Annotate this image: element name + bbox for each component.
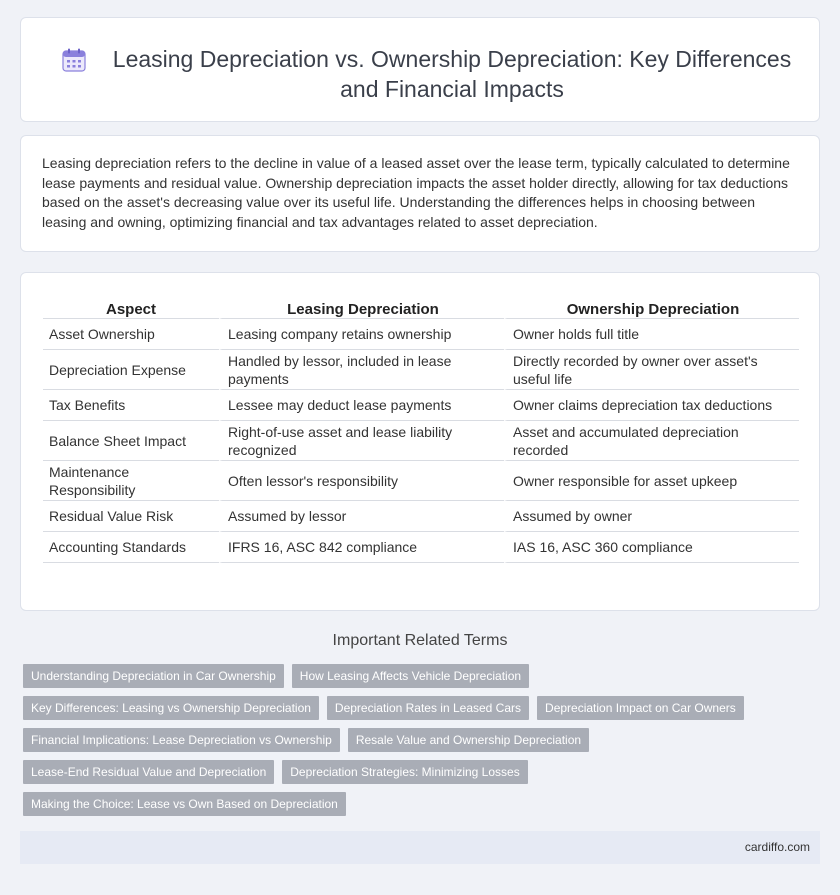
related-term-tag[interactable]: Financial Implications: Lease Depreciation vs Ownership bbox=[23, 728, 340, 752]
comparison-table-card bbox=[20, 272, 820, 611]
cell-leasing: Often lessor's responsibility bbox=[219, 461, 504, 501]
related-term-tag[interactable]: Understanding Depreciation in Car Ownership bbox=[23, 664, 284, 688]
cell-ownership: Owner claims depreciation tax deductions bbox=[504, 390, 799, 421]
cell-aspect: Depreciation Expense bbox=[43, 350, 219, 390]
cell-aspect: Asset Ownership bbox=[43, 319, 219, 350]
cell-ownership: Owner holds full title bbox=[504, 319, 799, 350]
related-term-tag[interactable]: Resale Value and Ownership Depreciation bbox=[348, 728, 589, 752]
cell-aspect: Residual Value Risk bbox=[43, 501, 219, 532]
cell-ownership: Assumed by owner bbox=[504, 501, 799, 532]
table-row bbox=[43, 319, 799, 350]
related-term-tag[interactable]: Depreciation Rates in Leased Cars bbox=[327, 696, 529, 720]
related-terms-heading: Important Related Terms bbox=[332, 632, 508, 649]
comparison-table bbox=[43, 297, 799, 563]
cell-aspect: Maintenance Responsibility bbox=[43, 461, 219, 501]
header-aspect: Aspect bbox=[43, 297, 219, 319]
table-row bbox=[43, 390, 799, 421]
table-row bbox=[43, 461, 799, 501]
table-header-row bbox=[43, 297, 799, 319]
cell-ownership: Owner responsible for asset upkeep bbox=[504, 461, 799, 501]
calendar-icon bbox=[61, 47, 87, 73]
cell-aspect: Accounting Standards bbox=[43, 532, 219, 563]
related-term-tag[interactable]: How Leasing Affects Vehicle Depreciation bbox=[292, 664, 529, 688]
related-terms-list bbox=[23, 664, 783, 824]
cell-leasing: Assumed by lessor bbox=[219, 501, 504, 532]
cell-ownership: IAS 16, ASC 360 compliance bbox=[504, 532, 799, 563]
table-row bbox=[43, 350, 799, 390]
cell-leasing: Lessee may deduct lease payments bbox=[219, 390, 504, 421]
cell-ownership: Asset and accumulated depreciation recorded bbox=[504, 421, 799, 461]
related-term-tag[interactable]: Lease-End Residual Value and Depreciation bbox=[23, 760, 274, 784]
related-term-tag[interactable]: Making the Choice: Lease vs Own Based on Depreciation bbox=[23, 792, 346, 816]
title-card bbox=[20, 17, 820, 122]
table-row bbox=[43, 501, 799, 532]
cell-leasing: Handled by lessor, included in lease payments bbox=[219, 350, 504, 390]
page-title: Leasing Depreciation vs. Ownership Depreciation: Key Differences and Financial Impacts bbox=[112, 46, 792, 102]
related-term-tag[interactable]: Depreciation Strategies: Minimizing Losses bbox=[282, 760, 527, 784]
table-row bbox=[43, 421, 799, 461]
cell-aspect: Balance Sheet Impact bbox=[43, 421, 219, 461]
cell-leasing: Right-of-use asset and lease liability recognized bbox=[219, 421, 504, 461]
table-row bbox=[43, 532, 799, 563]
cell-ownership: Directly recorded by owner over asset's useful life bbox=[504, 350, 799, 390]
header-ownership: Ownership Depreciation bbox=[504, 297, 799, 319]
intro-card bbox=[20, 135, 820, 252]
cell-leasing: IFRS 16, ASC 842 compliance bbox=[219, 532, 504, 563]
cell-leasing: Leasing company retains ownership bbox=[219, 319, 504, 350]
cell-aspect: Tax Benefits bbox=[43, 390, 219, 421]
site-name[interactable]: cardiffo.com bbox=[744, 840, 810, 854]
footer bbox=[20, 831, 820, 864]
related-term-tag[interactable]: Depreciation Impact on Car Owners bbox=[537, 696, 744, 720]
header-leasing: Leasing Depreciation bbox=[219, 297, 504, 319]
related-term-tag[interactable]: Key Differences: Leasing vs Ownership Depreciation bbox=[23, 696, 319, 720]
intro-paragraph: Leasing depreciation refers to the decline in value of a leased asset over the lease term, typically calculated to determine lease payments and residual value. Ownership depreciation impacts the asset holder directly, allowing for tax deductions based on the asset's decreasing value over its useful life. Understanding the differences helps in choosing between leasing and owning, optimizing financial and tax advantages related to asset depreciation. bbox=[42, 155, 790, 230]
